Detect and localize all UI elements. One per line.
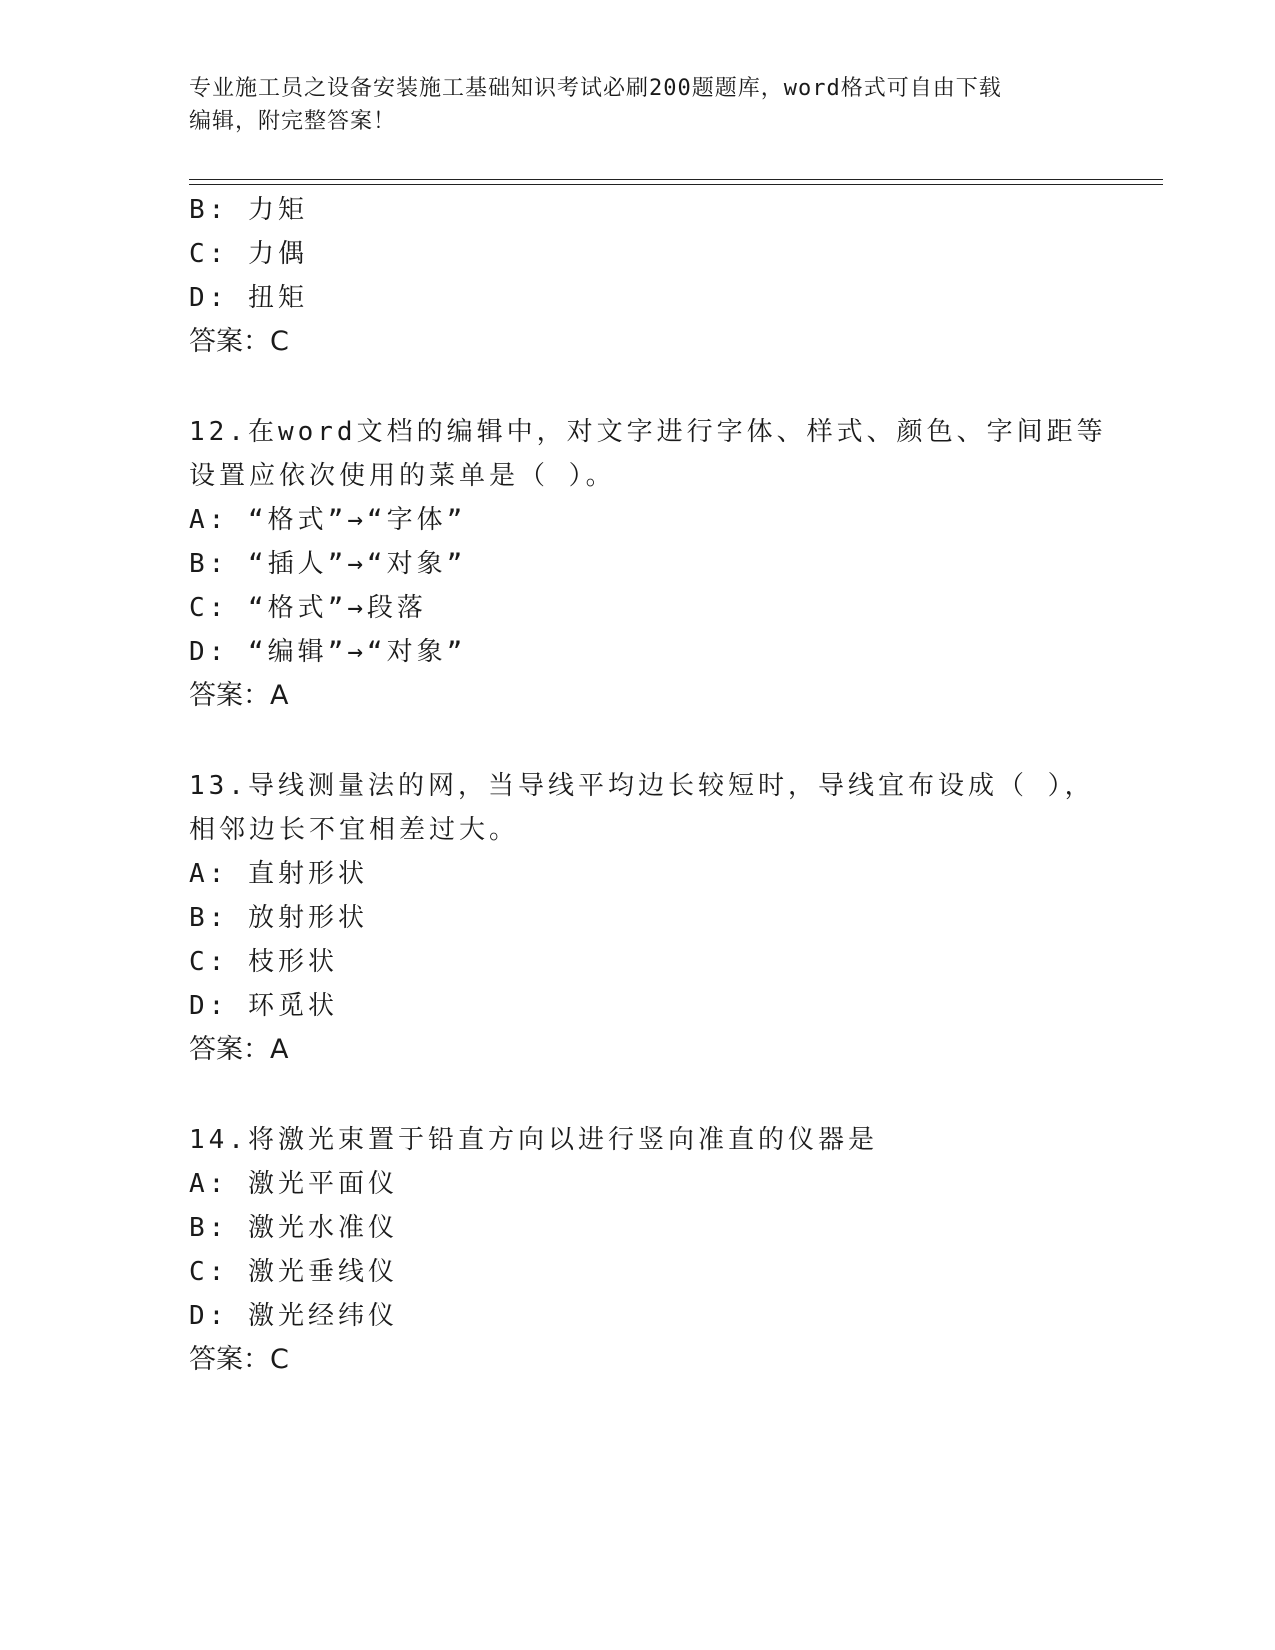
q11-answer: 答案：C xyxy=(189,326,289,357)
q12-answer: 答案：A xyxy=(189,680,289,711)
q14-option-a: A: 激光平面仪 xyxy=(189,1169,398,1199)
q13-stem-line-1: 13.导线测量法的网，当导线平均边长较短时，导线宜布设成（ ）， xyxy=(189,771,1095,801)
q14-option-c: C: 激光垂线仪 xyxy=(189,1257,398,1287)
header-divider-bottom xyxy=(189,184,1163,185)
q13-option-c: C: 枝形状 xyxy=(189,947,338,977)
q14-stem-line-1: 14.将激光束置于铅直方向以进行竖向准直的仪器是 xyxy=(189,1125,878,1155)
q13-option-b: B: 放射形状 xyxy=(189,903,368,933)
q14-answer: 答案：C xyxy=(189,1344,289,1375)
header-line-2: 编辑，附完整答案！ xyxy=(189,109,397,134)
q12-option-d: D: “编辑”→“对象” xyxy=(189,637,467,667)
q13-option-a: A: 直射形状 xyxy=(189,859,368,889)
q12-option-a: A: “格式”→“字体” xyxy=(189,505,467,535)
q12-stem-line-2: 设置应依次使用的菜单是（ ）。 xyxy=(189,461,616,491)
header-line-1: 专业施工员之设备安装施工基础知识考试必刷200题题库，word格式可自由下载 xyxy=(189,76,1002,101)
q12-option-b: B: “插人”→“对象” xyxy=(189,549,467,579)
q11-option-c: C: 力偶 xyxy=(189,239,308,269)
document-header xyxy=(189,72,1089,138)
header-divider-top xyxy=(189,179,1163,180)
q13-option-d: D: 环觅状 xyxy=(189,991,338,1021)
q12-stem-line-1: 12.在word文档的编辑中，对文字进行字体、样式、颜色、字间距等 xyxy=(189,417,1107,447)
q13-answer: 答案：A xyxy=(189,1034,289,1065)
q14-option-b: B: 激光水准仪 xyxy=(189,1213,398,1243)
q14-option-d: D: 激光经纬仪 xyxy=(189,1301,398,1331)
q11-option-d: D: 扭矩 xyxy=(189,283,308,313)
q13-stem-line-2: 相邻边长不宜相差过大。 xyxy=(189,815,520,845)
q12-option-c: C: “格式”→段落 xyxy=(189,593,427,623)
q11-option-b: B: 力矩 xyxy=(189,195,308,225)
